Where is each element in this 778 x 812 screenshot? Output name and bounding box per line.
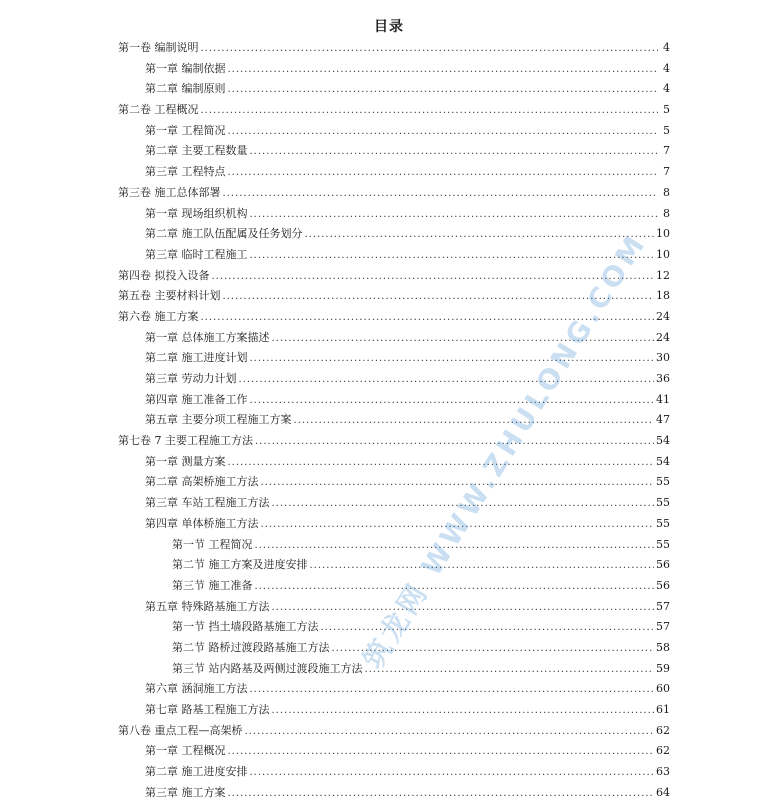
- toc-entry-page: 8: [663, 206, 670, 220]
- toc-entry[interactable]: [118, 555, 670, 576]
- toc-entry-label: 第三节 站内路基及两侧过渡段施工方法: [172, 661, 363, 675]
- toc-entry-label: 第六卷 施工方案: [118, 309, 199, 323]
- toc-entry-page: 60: [656, 682, 670, 696]
- toc-entry-label: 第一节 挡土墙段路基施工方法: [172, 620, 319, 634]
- toc-entry-label: 第六章 涵洞施工方法: [145, 682, 248, 696]
- toc-entry[interactable]: [118, 535, 670, 556]
- toc-entry-page: 41: [656, 392, 670, 406]
- toc-entry[interactable]: [118, 286, 670, 307]
- toc-entry[interactable]: [118, 721, 670, 742]
- toc-entry-label: 第一章 工程简况: [145, 123, 226, 137]
- dot-leader: [228, 453, 655, 474]
- toc-entry-page: 58: [656, 640, 670, 654]
- toc-entry-label: 第一章 总体施工方案描述: [145, 330, 270, 344]
- toc-entry-page: 56: [656, 558, 670, 572]
- toc-entry[interactable]: [118, 328, 670, 349]
- toc-entry-page: 4: [663, 41, 670, 54]
- dot-leader: [250, 763, 655, 784]
- toc-entry[interactable]: [118, 224, 670, 245]
- toc-entry-page: 54: [656, 434, 670, 448]
- toc-entry-label: 第二章 施工队伍配属及任务划分: [145, 227, 303, 241]
- dot-leader: [272, 494, 655, 515]
- toc-entry-label: 第三章 劳动力计划: [145, 372, 237, 385]
- toc-entry[interactable]: [118, 38, 670, 59]
- toc-entry-page: 10: [656, 227, 670, 241]
- toc-entry-page: 55: [656, 516, 670, 530]
- toc-entry[interactable]: [118, 452, 670, 473]
- toc-entry-label: 第二章 编制原则: [145, 82, 226, 96]
- toc-entry[interactable]: [118, 390, 670, 411]
- toc-entry-label: 第三章 车站工程施工方法: [145, 496, 270, 510]
- dot-leader: [228, 80, 659, 101]
- toc-entry-label: 第七章 路基工程施工方法: [145, 703, 270, 716]
- toc-entry-page: 57: [656, 620, 670, 634]
- toc-entry-page: 4: [663, 61, 670, 75]
- dot-leader: [228, 784, 655, 805]
- toc-entry[interactable]: [118, 597, 670, 618]
- dot-leader: [332, 639, 655, 660]
- toc-entry-page: 63: [656, 765, 670, 779]
- toc-entry-page: 62: [656, 744, 670, 758]
- toc-entry-label: 第五章 特殊路基施工方法: [145, 599, 270, 613]
- toc-entry-page: 57: [656, 599, 670, 613]
- toc-entry-label: 第三章 临时工程施工: [145, 247, 248, 261]
- toc-entry-label: 第七卷 7 主要工程施工方法: [118, 434, 253, 448]
- toc-entry-label: 第一节 工程简况: [172, 537, 253, 551]
- toc-entry-page: 47: [656, 413, 670, 427]
- toc-entry-label: 第一章 工程概况: [145, 744, 226, 758]
- dot-leader: [255, 536, 655, 557]
- dot-leader: [223, 287, 655, 308]
- toc-entry-page: 10: [656, 247, 670, 261]
- dot-leader: [255, 432, 654, 453]
- toc-title: 目录: [374, 19, 404, 35]
- dot-leader: [365, 660, 655, 681]
- toc-entry-page: 61: [656, 703, 670, 716]
- toc-entry[interactable]: [118, 121, 670, 142]
- dot-leader: [272, 329, 655, 350]
- toc-entry[interactable]: [118, 307, 670, 328]
- toc-entry[interactable]: [118, 162, 670, 183]
- dot-leader: [272, 598, 655, 619]
- dot-leader: [212, 267, 655, 288]
- dot-leader: [305, 225, 655, 246]
- toc-entry-label: 第三章 工程特点: [145, 165, 226, 179]
- toc-entry[interactable]: [118, 183, 670, 204]
- dot-leader: [228, 742, 655, 763]
- dot-leader: [201, 308, 655, 329]
- toc-entry[interactable]: [118, 204, 670, 225]
- toc-entry-label: 第四章 施工准备工作: [145, 392, 248, 406]
- toc-entry-label: 第四卷 拟投入设备: [118, 268, 210, 282]
- toc-entry-page: 55: [656, 475, 670, 489]
- dot-leader: [250, 205, 659, 226]
- toc-entry-page: 64: [656, 785, 670, 799]
- toc-entry-label: 第一章 编制依据: [145, 61, 226, 75]
- dot-leader: [250, 246, 655, 267]
- toc-entry[interactable]: [118, 245, 670, 266]
- toc-entry-label: 第二节 施工方案及进度安排: [172, 558, 308, 572]
- toc-entry[interactable]: [118, 638, 670, 659]
- toc-entry[interactable]: [118, 348, 670, 369]
- table-of-contents: [118, 38, 670, 803]
- toc-entry[interactable]: [118, 741, 670, 762]
- toc-entry[interactable]: [118, 410, 670, 431]
- toc-entry-label: 第一卷 编制说明: [118, 41, 199, 54]
- toc-entry[interactable]: [118, 266, 670, 287]
- toc-entry-page: 30: [656, 351, 670, 365]
- dot-leader: [250, 349, 655, 370]
- dot-leader: [239, 370, 655, 391]
- toc-entry-page: 54: [656, 454, 670, 468]
- toc-entry-label: 第二章 施工进度安排: [145, 765, 248, 779]
- toc-entry-page: 4: [663, 82, 670, 96]
- toc-entry-label: 第五卷 主要材料计划: [118, 289, 221, 303]
- dot-leader: [250, 680, 655, 701]
- toc-entry-page: 7: [663, 165, 670, 179]
- toc-entry-label: 第四章 单体桥施工方法: [145, 516, 259, 530]
- toc-entry-page: 55: [656, 496, 670, 510]
- dot-leader: [228, 163, 659, 184]
- toc-entry-label: 第二卷 工程概况: [118, 103, 199, 117]
- dot-leader: [261, 515, 655, 536]
- toc-entry-page: 55: [656, 537, 670, 551]
- toc-entry-page: 36: [656, 372, 670, 385]
- toc-entry-page: 18: [656, 289, 670, 303]
- toc-entry-page: 8: [663, 185, 670, 199]
- toc-entry-label: 第三章 施工方案: [145, 785, 226, 799]
- dot-leader: [250, 142, 659, 163]
- toc-entry[interactable]: [118, 576, 670, 597]
- dot-leader: [255, 577, 655, 598]
- toc-entry-page: 59: [656, 661, 670, 675]
- toc-entry-label: 第三节 施工准备: [172, 578, 253, 592]
- toc-entry[interactable]: [118, 472, 670, 493]
- dot-leader: [228, 60, 659, 81]
- toc-entry[interactable]: [118, 59, 670, 80]
- toc-entry[interactable]: [118, 141, 670, 162]
- toc-entry-page: 56: [656, 578, 670, 592]
- toc-entry[interactable]: [118, 700, 670, 721]
- toc-entry-label: 第二章 高架桥施工方法: [145, 475, 259, 489]
- toc-entry-label: 第二章 施工进度计划: [145, 351, 248, 365]
- dot-leader: [201, 39, 659, 60]
- dot-leader: [228, 122, 659, 143]
- toc-entry-label: 第五章 主要分项工程施工方案: [145, 413, 292, 427]
- dot-leader: [321, 618, 655, 639]
- toc-entry[interactable]: [118, 100, 670, 121]
- toc-entry-label: 第一章 现场组织机构: [145, 206, 248, 220]
- toc-entry[interactable]: [118, 493, 670, 514]
- toc-entry[interactable]: [118, 679, 670, 700]
- toc-entry-page: 62: [656, 723, 670, 737]
- toc-entry[interactable]: [118, 617, 670, 638]
- toc-entry[interactable]: [118, 431, 670, 452]
- dot-leader: [272, 701, 655, 722]
- dot-leader: [250, 391, 655, 412]
- dot-leader: [261, 473, 655, 494]
- dot-leader: [223, 184, 659, 205]
- toc-entry[interactable]: [118, 783, 670, 804]
- toc-entry[interactable]: [118, 79, 670, 100]
- toc-entry[interactable]: [118, 514, 670, 535]
- toc-entry-page: 5: [663, 123, 670, 137]
- toc-entry-page: 5: [663, 103, 670, 117]
- toc-entry-page: 24: [656, 309, 670, 323]
- toc-entry[interactable]: [118, 762, 670, 783]
- dot-leader: [294, 411, 655, 432]
- watermark: 筑龙网 WWW.ZHULONG.COM: [356, 227, 654, 675]
- toc-entry-page: 7: [663, 144, 670, 158]
- toc-entry-label: 第一章 测量方案: [145, 454, 226, 468]
- toc-entry-page: 12: [656, 268, 670, 282]
- dot-leader: [201, 101, 659, 122]
- dot-leader: [245, 722, 655, 743]
- toc-entry-label: 第二章 主要工程数量: [145, 144, 248, 158]
- toc-entry-label: 第三卷 施工总体部署: [118, 185, 221, 199]
- toc-entry[interactable]: [118, 659, 670, 680]
- toc-entry-page: 24: [656, 330, 670, 344]
- toc-entry-label: 第八卷 重点工程—高架桥: [118, 723, 243, 737]
- dot-leader: [310, 556, 655, 577]
- toc-entry-label: 第二节 路桥过渡段路基施工方法: [172, 640, 330, 654]
- toc-entry[interactable]: [118, 369, 670, 390]
